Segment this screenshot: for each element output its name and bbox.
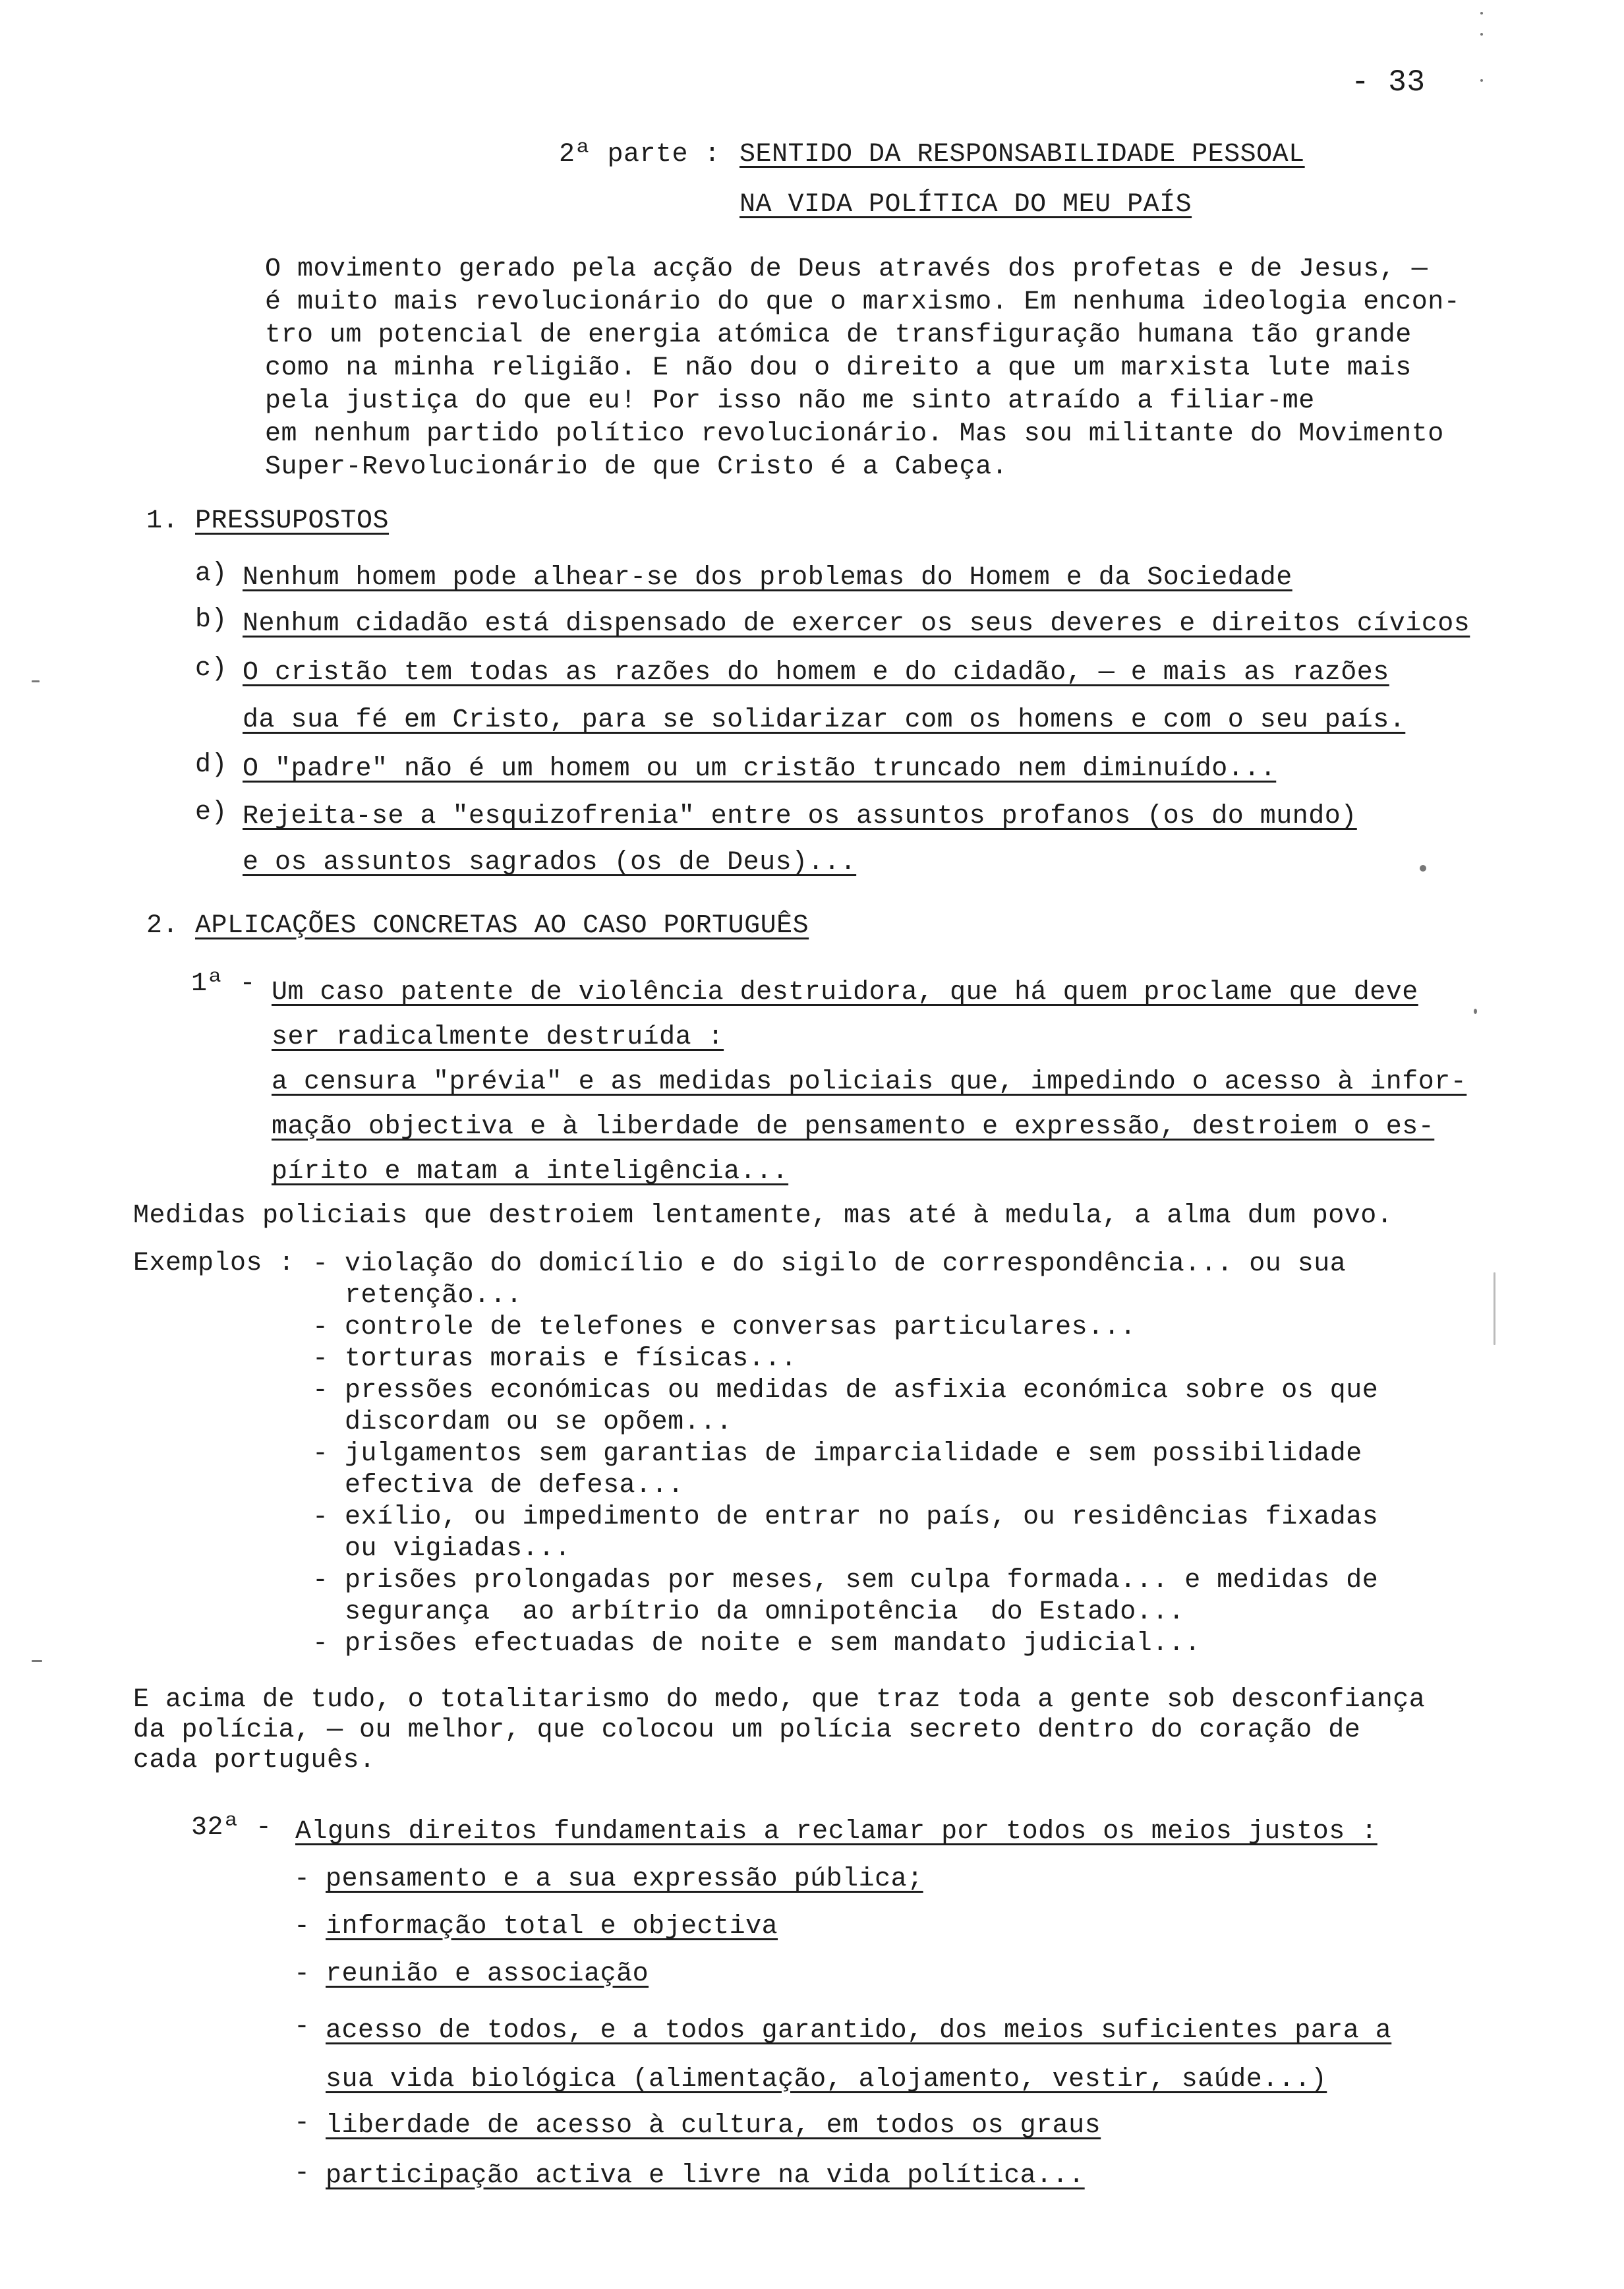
first-case-line: a censura "prévia" e as medidas policiais que, impedindo o acesso à infor- [272,1067,1467,1097]
right-item: participação activa e livre na vida política... [326,2161,1085,2191]
closing-line: da polícia, — ou melhor, que colocou um polícia secreto dentro do coração de [133,1715,1361,1745]
medidas-line: Medidas policiais que destroiem lentamente, mas até à medula, a alma dum povo. [133,1201,1393,1231]
right-item: liberdade de acesso à cultura, em todos os graus [326,2111,1101,2141]
section2-number: 2. [146,911,179,941]
closing-line: cada português. [133,1746,376,1775]
example-item: - prisões prolongadas por meses, sem culpa formada... e medidas de [312,1566,1379,1595]
title-line-2: NA VIDA POLÍTICA DO MEU PAÍS [740,190,1192,220]
scan-speck [1480,79,1483,82]
example-item-cont: ou vigiadas... [312,1534,571,1564]
item-letter-e: e) [195,798,228,827]
intro-line: tro um potencial de energia atómica de transfiguração humana tão grande [265,320,1412,350]
scan-speck [32,680,40,682]
title-line-1: SENTIDO DA RESPONSABILIDADE PESSOAL [740,140,1305,169]
example-item: - pressões económicas ou medidas de asfixia económica sobre os que [312,1376,1379,1406]
item-letter-d: d) [195,750,228,780]
closing-line: E acima de tudo, o totalitarismo do medo, que traz toda a gente sob desconfiança [133,1685,1426,1715]
right-item-cont: sua vida biológica (alimentação, alojamento, vestir, saúde...) [326,2065,1327,2095]
intro-line: como na minha religião. E não dou o direito a que um marxista lute mais [265,353,1412,383]
first-case-line: mação objectiva e à liberdade de pensamento e expressão, destroiem o es- [272,1112,1435,1142]
scan-speck [1480,33,1483,36]
first-case-line: pírito e matam a inteligência... [272,1157,789,1187]
example-item-cont: retenção... [312,1281,523,1311]
closing-paragraph [133,1685,1425,1776]
first-case-line: ser radicalmente destruída : [272,1023,724,1052]
right-item: reunião e associação [326,1959,649,1989]
right-dash: - [294,1912,310,1942]
intro-line: Super-Revolucionário de que Cristo é a Cabeça. [265,452,1008,482]
item-letter-a: a) [195,559,228,589]
right-dash: - [294,2012,310,2042]
first-case-line: Um caso patente de violência destruidora, que há quem proclame que deve [272,978,1418,1007]
first-case-label: 1ª - [191,969,256,999]
right-item: pensamento e a sua expressão pública; [326,1864,923,1894]
item-letter-b: b) [195,605,228,635]
intro-line: O movimento gerado pela acção de Deus através dos profetas e de Jesus, — [265,254,1428,284]
item-a-line: Nenhum homem pode alhear-se dos problemas do Homem e da Sociedade [243,563,1292,593]
section1-number: 1. [146,506,179,536]
examples-label: Exemplos : [133,1249,295,1278]
example-item-cont: discordam ou se opõem... [312,1408,733,1437]
right-dash: - [294,1959,310,1989]
example-item: - prisões efectuadas de noite e sem mandato judicial... [312,1629,1201,1659]
scan-speck [1474,1009,1477,1014]
right-dash: - [294,2108,310,2138]
intro-line: em nenhum partido político revolucionário. Mas sou militante do Movimento [265,419,1444,449]
examples-list [312,1249,1378,1660]
example-item: - exílio, ou impedimento de entrar no país, ou residências fixadas [312,1502,1379,1532]
section1-title: PRESSUPOSTOS [195,506,390,536]
item-e-line-2: e os assuntos sagrados (os de Deus)... [243,848,857,877]
second-case-label: 32ª - [191,1813,272,1843]
rights-heading: Alguns direitos fundamentais a reclamar por todos os meios justos : [295,1817,1378,1847]
item-d-line: O "padre" não é um homem ou um cristão truncado nem diminuído... [243,754,1277,784]
example-item-cont: efectiva de defesa... [312,1471,684,1501]
intro-line: pela justiça do que eu! Por isso não me sinto atraído a filiar-me [265,386,1315,416]
item-c-line-1: O cristão tem todas as razões do homem e do cidadão, — e mais as razões [243,658,1389,688]
item-c-line-2: da sua fé em Cristo, para se solidarizar com os homens e com o seu país. [243,705,1406,735]
example-item-cont: segurança ao arbítrio da omnipotência do Estado... [312,1597,1185,1627]
example-item: - violação do domicílio e do sigilo de correspondência... ou sua [312,1249,1347,1279]
scan-speck [1420,865,1426,872]
right-item: acesso de todos, e a todos garantido, dos meios suficientes para a [326,2016,1392,2046]
item-letter-c: c) [195,654,228,684]
scan-speck [32,1660,42,1662]
example-item: - julgamentos sem garantias de imparcialidade e sem possibilidade [312,1439,1362,1469]
item-e-line-1: Rejeita-se a "esquizofrenia" entre os assuntos profanos (os do mundo) [243,802,1357,831]
item-b-line: Nenhum cidadão está dispensado de exercer os seus deveres e direitos cívicos [243,609,1470,639]
intro-paragraph [265,253,1460,484]
intro-line: é muito mais revolucionário do que o marxismo. Em nenhuma ideologia encon- [265,287,1461,317]
page-number: - 33 [1351,65,1426,100]
right-dash: - [294,1864,310,1894]
example-item: - controle de telefones e conversas particulares... [312,1313,1136,1342]
part-label: 2ª parte : [559,140,721,169]
scan-speck [1494,1272,1495,1345]
example-item: - torturas morais e físicas... [312,1344,798,1374]
right-dash: - [294,2158,310,2188]
scan-speck [1480,12,1483,15]
right-item: informação total e objectiva [326,1912,778,1942]
first-case-text [272,970,1466,1195]
section2-title: APLICAÇÕES CONCRETAS AO CASO PORTUGUÊS [195,911,809,941]
